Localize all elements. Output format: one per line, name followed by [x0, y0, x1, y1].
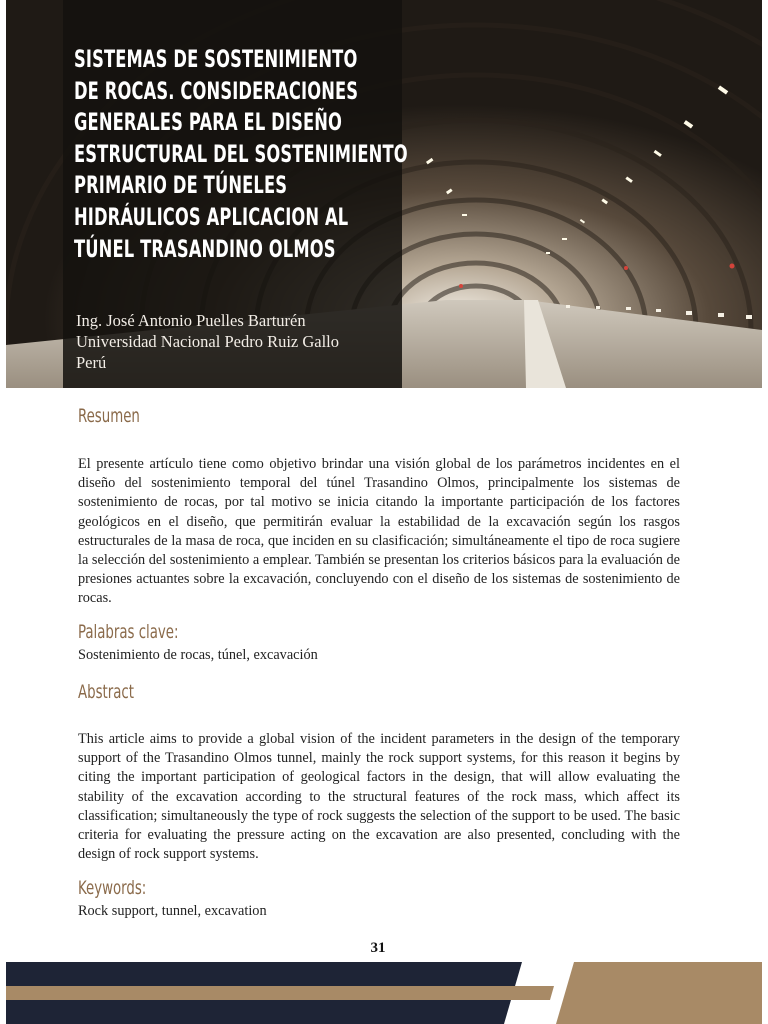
title-line: ESTRUCTURAL DEL SOSTENIMIENTO: [74, 139, 408, 168]
resumen-text: El presente artículo tiene como objetivo brindar una visión global de los parámetros incidentes en el diseño del sostenimiento temporal del túnel Trasandino Olmos, principalmente los sistemas de sostenimiento de rocas, por tal motivo se inicia citando la importante participación de los factores geológicos en el diseño, que permitirán evaluar la estabilidad de la excavación según los rasgos estructurales de la masa de roca, que inciden en su clasificación; simultáneamente el tipo de roca sugiere la selección del sostenimiento a emplear. También se presentan los criterios básicos para la evaluación de presiones actuantes sobre la excavación, concluyendo con el diseño de los sistemas de sostenimiento de rocas.: [78, 456, 680, 607]
author-block: [76, 310, 396, 373]
abstract-heading: Abstract: [78, 681, 134, 703]
title-line: SISTEMAS DE SOSTENIMIENTO: [74, 45, 358, 73]
palabras-clave-text: Sostenimiento de rocas, túnel, excavación: [78, 647, 318, 663]
resumen-heading: Resumen: [78, 405, 140, 427]
author-country: Perú: [76, 353, 107, 372]
title-line: DE ROCAS. CONSIDERACIONES: [74, 76, 359, 105]
abstract-text: This article aims to provide a global vision of the incident parameters in the design of the temporary support of the Trasandino Olmos tunnel, mainly the rock support systems, for this reason it begins by citing the important participation of geological factors in the design, that will allow evaluating the stability of the excavation according to the structural features of the rock mass, which affect its classification; simultaneously the type of rock suggests the selection of the support to be used. The basic criteria for evaluating the pressure acting on the excavation are also presented, concluding with the design of rock support systems.: [78, 731, 680, 863]
title-line: GENERALES PARA EL DISEÑO: [74, 108, 343, 137]
article-title: [74, 44, 408, 265]
footer-band: [6, 962, 762, 1024]
author-name: Ing. José Antonio Puelles Barturén: [76, 311, 306, 330]
title-line: PRIMARIO DE TÚNELES: [74, 171, 288, 200]
author-affiliation: Universidad Nacional Pedro Ruiz Gallo: [76, 332, 340, 351]
footer-tan-block: [556, 962, 762, 1024]
title-line: HIDRÁULICOS APLICACION AL: [74, 202, 349, 231]
footer-graphic: [6, 962, 762, 1024]
page-number: 31: [370, 940, 386, 956]
title-line: TÚNEL TRASANDINO OLMOS: [74, 234, 336, 263]
palabras-clave-heading: Palabras clave:: [78, 621, 179, 643]
keywords-text: Rock support, tunnel, excavation: [78, 903, 267, 919]
footer-tan-stripe: [6, 986, 554, 1000]
keywords-heading: Keywords:: [78, 877, 147, 899]
